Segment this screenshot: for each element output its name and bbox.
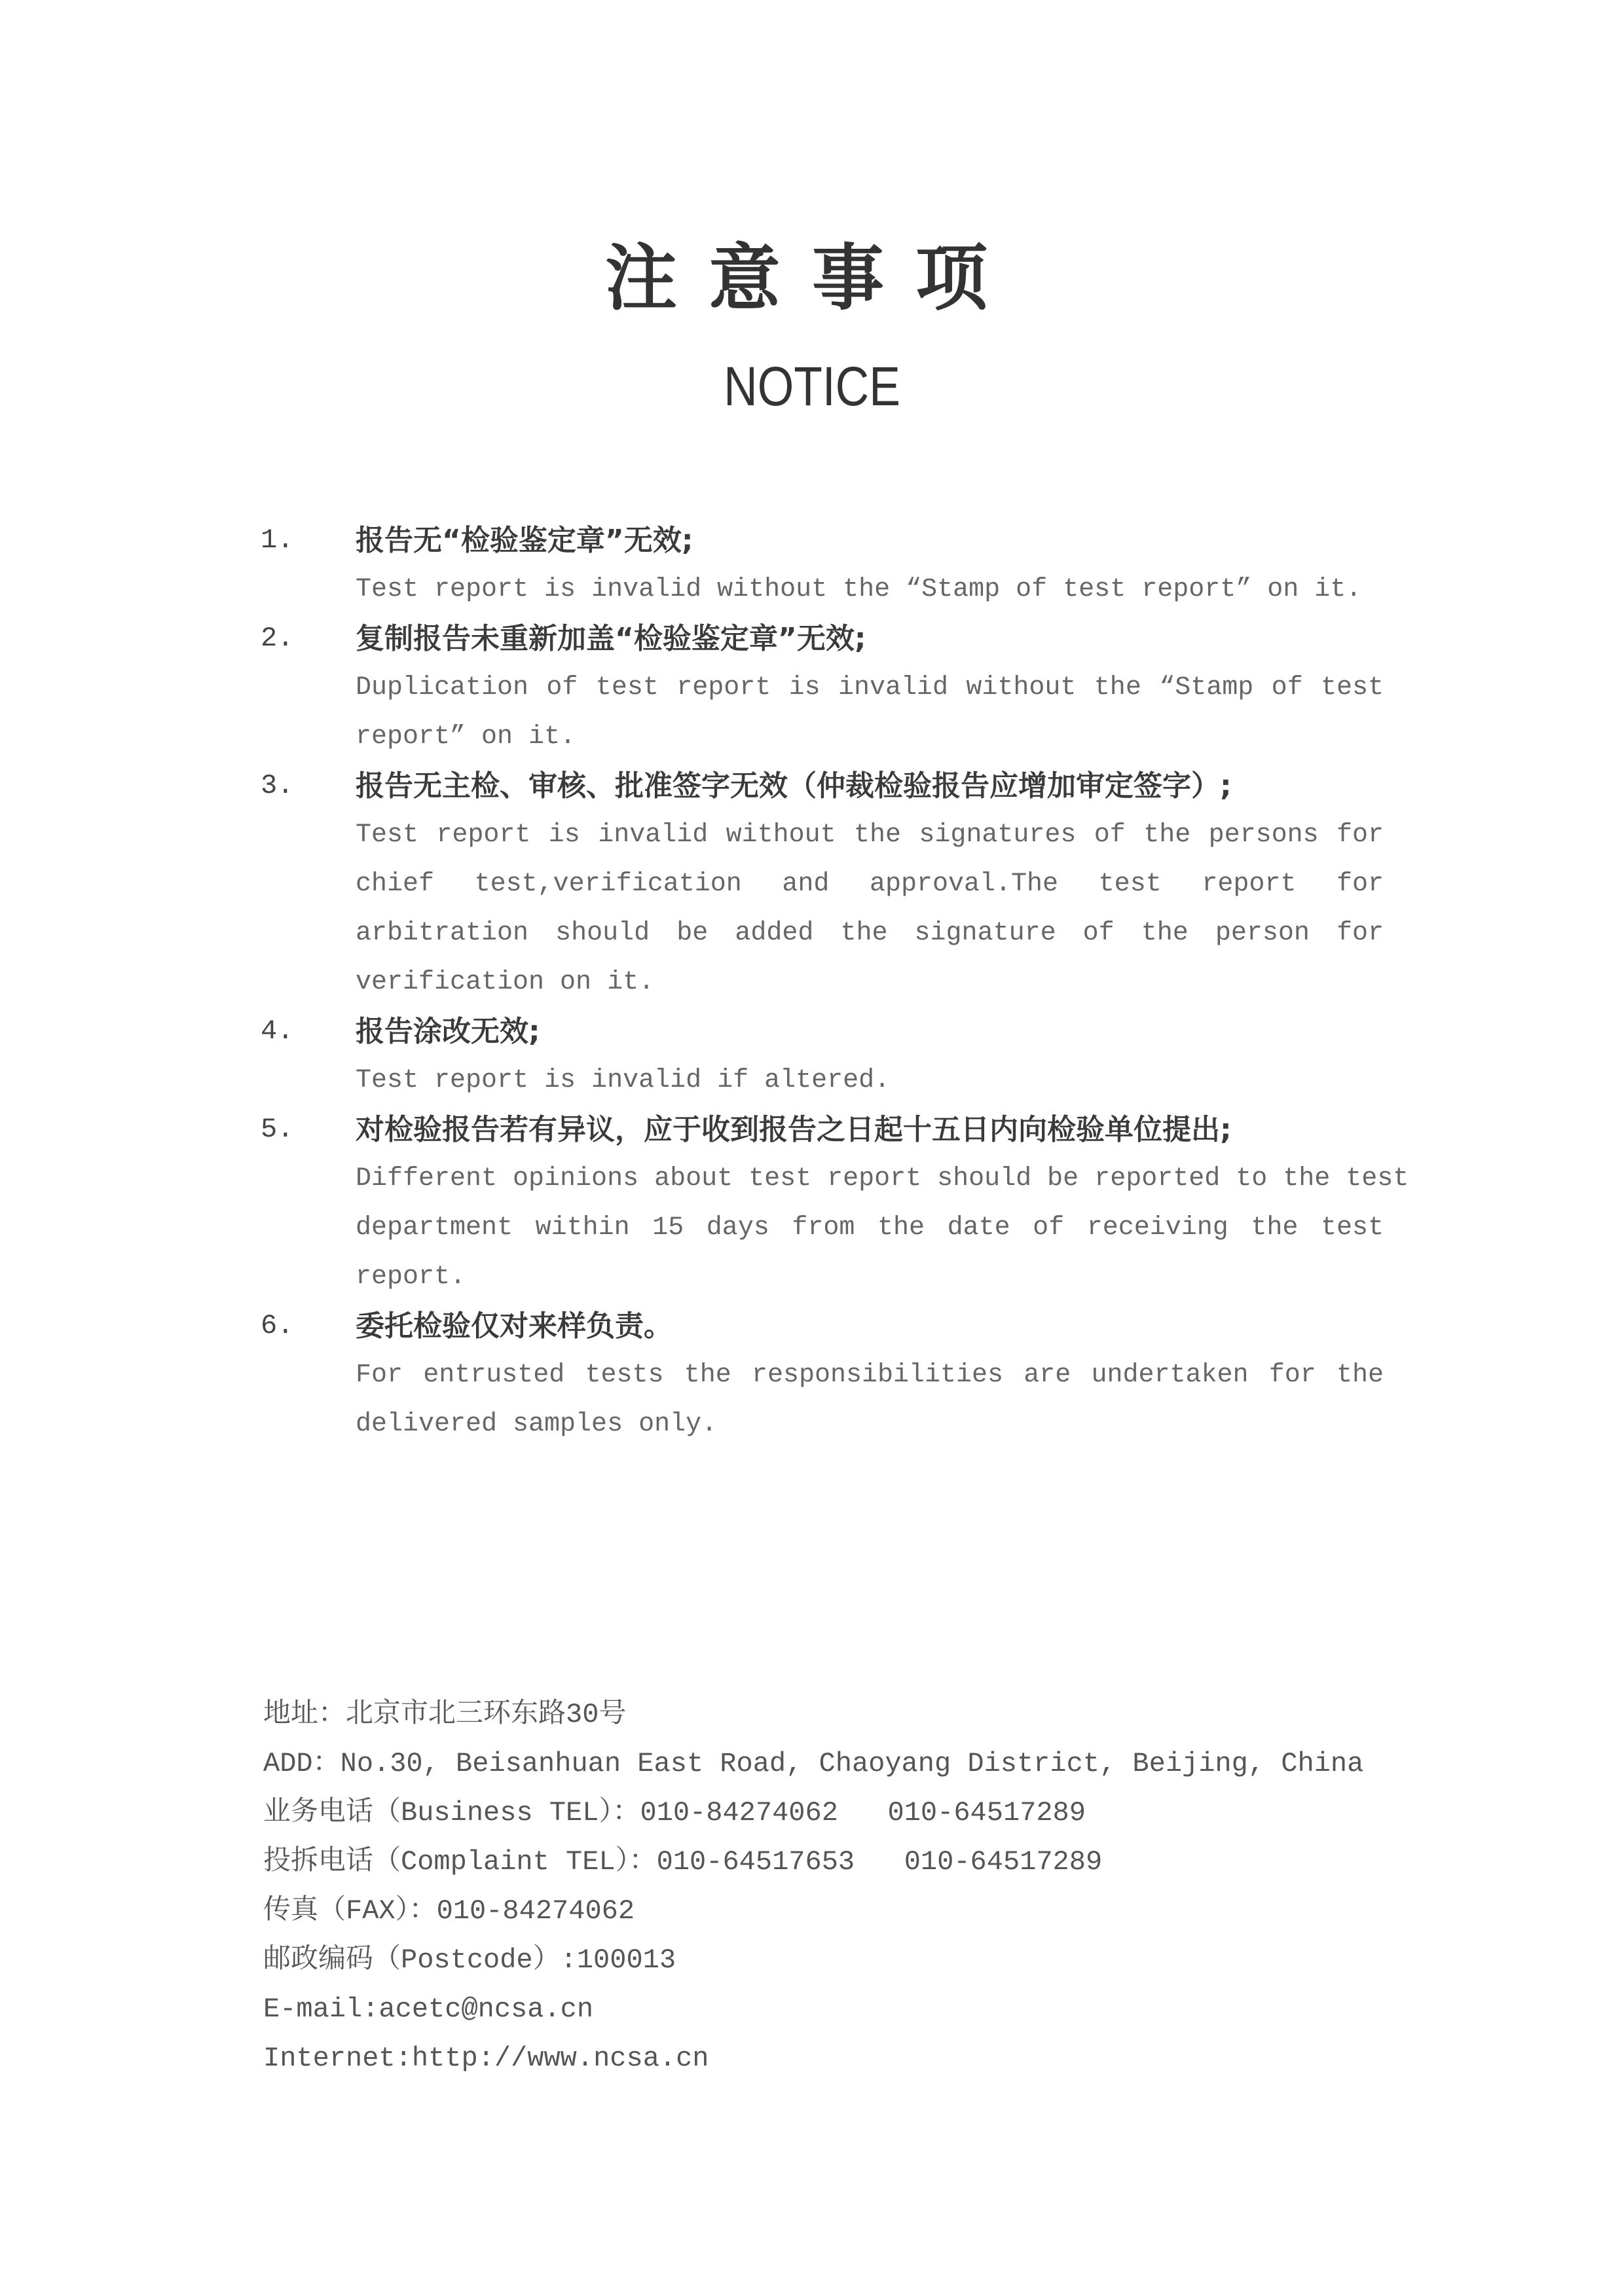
item-text-english: report” on it. (356, 722, 576, 752)
item-text-chinese: 委托检验仅对来样负责。 (356, 1309, 673, 1343)
notice-item (261, 1007, 1384, 1105)
internet: Internet:http://www.ncsa.cn (263, 2043, 709, 2074)
item-text-english: Different opinions about test report should be reported to the test (356, 1164, 1409, 1194)
item-text-chinese: 复制报告未重新加盖“检验鉴定章”无效; (356, 622, 866, 655)
item-number: 3. (261, 770, 294, 801)
notice-list (261, 516, 1409, 1449)
item-text-chinese: 报告无主检、审核、批准签字无效（仲裁检验报告应增加审定签字）; (356, 769, 1232, 803)
notice-item (261, 516, 1384, 614)
notice-item (261, 614, 1384, 761)
item-text-chinese: 报告无“检验鉴定章”无效; (356, 524, 693, 557)
fax: 传真（FAX）：010-84274062 (263, 1895, 635, 1927)
item-text-chinese: 对检验报告若有异议，应于收到报告之日起十五日内向检验单位提出; (356, 1113, 1232, 1146)
item-text-chinese: 报告涂改无效; (356, 1015, 540, 1048)
page-title-chinese: 注意事项 (605, 236, 1019, 320)
item-text-english: department within 15 days from the date of receiving the test (356, 1213, 1384, 1243)
item-number: 2. (261, 623, 294, 654)
item-text-english: verification on it. (356, 968, 655, 997)
notice-item (261, 1105, 1409, 1302)
item-number: 6. (261, 1310, 294, 1341)
item-text-english: Test report is invalid without the “Stamp of test report” on it. (356, 575, 1362, 604)
item-number: 1. (261, 524, 294, 556)
item-text-english: Duplication of test report is invalid without the “Stamp of test (356, 673, 1384, 702)
item-text-english: For entrusted tests the responsibilities are undertaken for the (356, 1360, 1384, 1390)
page-title-english: NOTICE (724, 355, 900, 417)
notice-item (261, 1302, 1384, 1449)
email: E-mail:acetc@ncsa.cn (263, 1994, 594, 2025)
address-chinese: 地址：北京市北三环东路30号 (263, 1699, 627, 1730)
item-number: 4. (261, 1015, 294, 1047)
item-text-english: arbitration should be added the signature of the person for (356, 919, 1384, 948)
notice-item (261, 761, 1384, 1007)
item-text-english: Test report is invalid without the signatures of the persons for (356, 820, 1384, 850)
address-english: ADD：No.30, Beisanhuan East Road, Chaoyang District, Beijing, China (263, 1748, 1364, 1779)
item-text-english: chief test,verification and approval.The test report for (356, 869, 1384, 899)
postcode: 邮政编码（Postcode）:100013 (263, 1944, 676, 1976)
item-number: 5. (261, 1114, 294, 1145)
item-text-english: Test report is invalid if altered. (356, 1066, 891, 1095)
item-text-english: report. (356, 1262, 466, 1292)
contact-footer (263, 1690, 1363, 2083)
complaint-tel: 投拆电话（Complaint TEL）：010-64517653 010-64517289 (263, 1846, 1103, 1878)
item-text-english: delivered samples only. (356, 1410, 718, 1439)
business-tel: 业务电话（Business TEL）：010-84274062 010-64517289 (263, 1797, 1086, 1829)
